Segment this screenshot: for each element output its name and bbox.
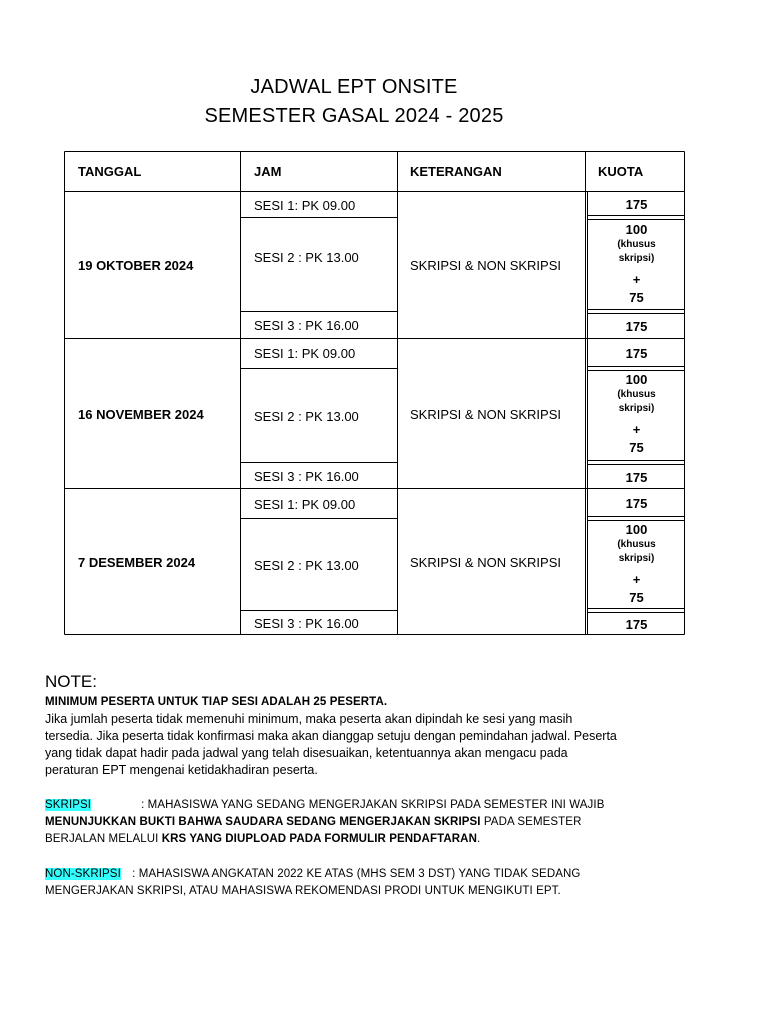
session-time: SESI 2 : PK 13.00 <box>254 249 359 265</box>
session-time: SESI 3 : PK 16.00 <box>254 615 359 631</box>
quota-value: 175 <box>625 318 648 334</box>
skripsi-bold: KRS YANG DIUPLOAD PADA FORMULIR PENDAFTARAN <box>161 833 477 845</box>
date-cell: 19 OKTOBER 2024 <box>78 257 194 273</box>
skripsi-bold: MENUNJUKKAN BUKTI BAHWA SAUDARA SEDANG MENGERJAKAN SKRIPSI <box>45 816 481 828</box>
quota-extra: 75 <box>629 290 644 305</box>
quota-note: (khusus skripsi) <box>617 239 656 264</box>
session-time: SESI 1: PK 09.00 <box>254 346 356 361</box>
skripsi-definition-cont <box>45 814 705 831</box>
document-subtitle: SEMESTER GASAL 2024 - 2025 <box>204 105 504 127</box>
nonskripsi-text: : MAHASISWA ANGKATAN 2022 KE ATAS (MHS SEM 3 DST) YANG TIDAK SEDANG <box>128 868 581 880</box>
quota-note: (khusus skripsi) <box>617 539 656 564</box>
session-time: SESI 2 : PK 13.00 <box>254 557 359 573</box>
date-cell: 16 NOVEMBER 2024 <box>78 406 204 422</box>
quota-extra: 75 <box>629 590 644 605</box>
quota-plus: + <box>632 572 641 587</box>
quota-stack <box>588 222 685 306</box>
notes-section <box>45 672 705 900</box>
skripsi-text: : MAHASISWA YANG SEDANG MENGERJAKAN SKRIPSI PADA SEMESTER INI WAJIB <box>141 799 605 811</box>
nonskripsi-label: NON-SKRIPSI <box>45 868 121 880</box>
quota-extra: 75 <box>629 440 644 455</box>
skripsi-text: BERJALAN MELALUI <box>45 833 162 845</box>
minimum-note: MINIMUM PESERTA UNTUK TIAP SESI ADALAH 25 PESERTA. <box>45 696 388 708</box>
document-title: JADWAL EPT ONSITE <box>250 76 458 98</box>
quota-value: 175 <box>625 616 648 632</box>
quota-main: 100 <box>625 222 648 237</box>
header-keterangan: KETERANGAN <box>410 164 502 179</box>
session-time: SESI 1: PK 09.00 <box>254 496 356 512</box>
date-cell: 7 DESEMBER 2024 <box>78 554 196 570</box>
notes-heading: NOTE: <box>45 672 97 691</box>
header-jam: JAM <box>254 164 282 179</box>
skripsi-text: PADA SEMESTER <box>480 816 582 828</box>
quota-value: 175 <box>625 469 648 485</box>
session-time: SESI 2 : PK 13.00 <box>254 408 359 424</box>
quota-stack <box>588 522 685 606</box>
note-line: Jika jumlah peserta tidak memenuhi minimum, maka peserta akan dipindah ke sesi yang masih <box>45 712 573 726</box>
quota-stack <box>588 372 685 456</box>
note-line: tersedia. Jika peserta tidak konfirmasi maka akan dianggap setuju dengan pemindahan jadwal. Peserta <box>45 729 617 743</box>
session-time: SESI 3 : PK 16.00 <box>254 317 359 333</box>
session-time: SESI 3 : PK 16.00 <box>254 468 359 484</box>
keterangan-cell: SKRIPSI & NON SKRIPSI <box>410 406 561 422</box>
skripsi-label: SKRIPSI <box>45 799 92 811</box>
quota-note: (khusus skripsi) <box>617 389 656 414</box>
quota-value: 175 <box>625 495 648 511</box>
quota-value: 175 <box>625 196 648 212</box>
header-kuota: KUOTA <box>598 164 644 179</box>
nonskripsi-definition-cont: MENGERJAKAN SKRIPSI, ATAU MAHASISWA REKOMENDASI PRODI UNTUK MENGIKUTI EPT. <box>45 885 561 897</box>
quota-value: 175 <box>625 345 648 361</box>
quota-main: 100 <box>625 522 648 537</box>
skripsi-definition <box>45 797 705 814</box>
quota-main: 100 <box>625 372 648 387</box>
keterangan-cell: SKRIPSI & NON SKRIPSI <box>410 554 561 570</box>
session-time: SESI 1: PK 09.00 <box>254 197 356 213</box>
quota-plus: + <box>632 272 641 287</box>
header-tanggal: TANGGAL <box>78 164 142 179</box>
nonskripsi-definition <box>45 866 705 883</box>
note-line: peraturan EPT mengenai ketidakhadiran peserta. <box>45 763 318 777</box>
quota-plus: + <box>632 422 641 437</box>
keterangan-cell: SKRIPSI & NON SKRIPSI <box>410 257 561 273</box>
skripsi-definition-cont <box>45 831 705 848</box>
skripsi-text: . <box>476 833 481 845</box>
note-line: yang tidak dapat hadir pada jadwal yang telah disesuaikan, ketentuannya akan mengacu pada <box>45 746 568 760</box>
